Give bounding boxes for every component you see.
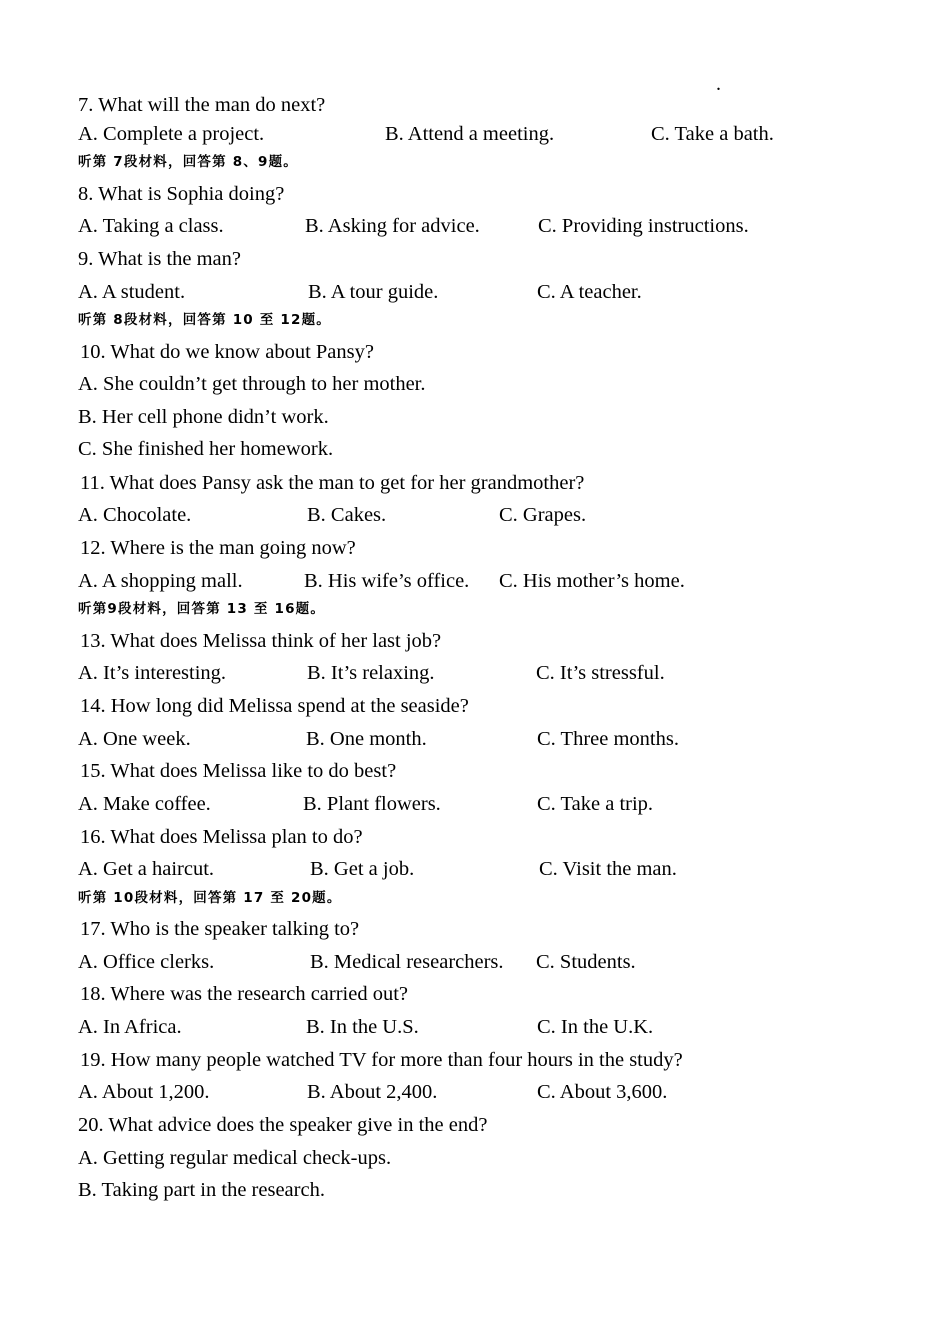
option-9b: B. A tour guide. bbox=[308, 281, 439, 303]
section-heading-8: 听第 8段材料，回答第 10 至 12题。 bbox=[78, 312, 331, 328]
option-7c: C. Take a bath. bbox=[651, 123, 774, 145]
question-13: 13. What does Melissa think of her last job? bbox=[80, 630, 442, 652]
option-15b: B. Plant flowers. bbox=[303, 793, 441, 815]
question-18: 18. Where was the research carried out? bbox=[80, 983, 409, 1005]
question-8: 8. What is Sophia doing? bbox=[78, 183, 285, 205]
option-19b: B. About 2,400. bbox=[307, 1081, 438, 1103]
option-17c: C. Students. bbox=[536, 951, 636, 973]
option-9a: A. A student. bbox=[78, 281, 186, 303]
question-9: 9. What is the man? bbox=[78, 248, 242, 270]
section-heading-10: 听第 10段材料，回答第 17 至 20题。 bbox=[78, 890, 342, 906]
option-12a: A. A shopping mall. bbox=[78, 570, 243, 592]
option-18a: A. In Africa. bbox=[78, 1016, 182, 1038]
option-8b: B. Asking for advice. bbox=[305, 215, 480, 237]
question-15: 15. What does Melissa like to do best? bbox=[80, 760, 397, 782]
option-19c: C. About 3,600. bbox=[537, 1081, 668, 1103]
question-12: 12. Where is the man going now? bbox=[80, 537, 356, 559]
option-13c: C. It’s stressful. bbox=[536, 662, 665, 684]
page-marker-dot: . bbox=[716, 73, 721, 95]
option-18b: B. In the U.S. bbox=[306, 1016, 419, 1038]
option-16c: C. Visit the man. bbox=[539, 858, 677, 880]
option-15a: A. Make coffee. bbox=[78, 793, 211, 815]
option-13b: B. It’s relaxing. bbox=[307, 662, 435, 684]
question-20: 20. What advice does the speaker give in the end? bbox=[78, 1114, 488, 1136]
option-14c: C. Three months. bbox=[537, 728, 679, 750]
option-12b: B. His wife’s office. bbox=[304, 570, 470, 592]
option-8a: A. Taking a class. bbox=[78, 215, 224, 237]
question-7: 7. What will the man do next? bbox=[78, 94, 326, 116]
option-10c: C. She finished her homework. bbox=[78, 438, 334, 460]
option-14b: B. One month. bbox=[306, 728, 427, 750]
option-11c: C. Grapes. bbox=[499, 504, 587, 526]
question-14: 14. How long did Melissa spend at the seaside? bbox=[80, 695, 469, 717]
question-17: 17. Who is the speaker talking to? bbox=[80, 918, 360, 940]
section-heading-9: 听第9段材料，回答第 13 至 16题。 bbox=[78, 601, 326, 617]
option-16b: B. Get a job. bbox=[310, 858, 415, 880]
option-12c: C. His mother’s home. bbox=[499, 570, 685, 592]
question-19: 19. How many people watched TV for more than four hours in the study? bbox=[80, 1049, 683, 1071]
option-8c: C. Providing instructions. bbox=[538, 215, 749, 237]
option-15c: C. Take a trip. bbox=[537, 793, 654, 815]
option-19a: A. About 1,200. bbox=[78, 1081, 210, 1103]
question-11: 11. What does Pansy ask the man to get for her grandmother? bbox=[80, 472, 585, 494]
option-7a: A. Complete a project. bbox=[78, 123, 265, 145]
option-11a: A. Chocolate. bbox=[78, 504, 192, 526]
question-10: 10. What do we know about Pansy? bbox=[80, 341, 374, 363]
option-20b: B. Taking part in the research. bbox=[78, 1179, 325, 1201]
question-16: 16. What does Melissa plan to do? bbox=[80, 826, 363, 848]
option-20a: A. Getting regular medical check-ups. bbox=[78, 1147, 392, 1169]
option-7b: B. Attend a meeting. bbox=[385, 123, 555, 145]
option-17b: B. Medical researchers. bbox=[310, 951, 504, 973]
option-14a: A. One week. bbox=[78, 728, 191, 750]
option-9c: C. A teacher. bbox=[537, 281, 642, 303]
option-18c: C. In the U.K. bbox=[537, 1016, 654, 1038]
option-11b: B. Cakes. bbox=[307, 504, 387, 526]
option-10a: A. She couldn’t get through to her mother. bbox=[78, 373, 426, 395]
option-13a: A. It’s interesting. bbox=[78, 662, 227, 684]
option-17a: A. Office clerks. bbox=[78, 951, 215, 973]
option-10b: B. Her cell phone didn’t work. bbox=[78, 406, 329, 428]
section-heading-7: 听第 7段材料，回答第 8、9题。 bbox=[78, 154, 298, 170]
option-16a: A. Get a haircut. bbox=[78, 858, 215, 880]
